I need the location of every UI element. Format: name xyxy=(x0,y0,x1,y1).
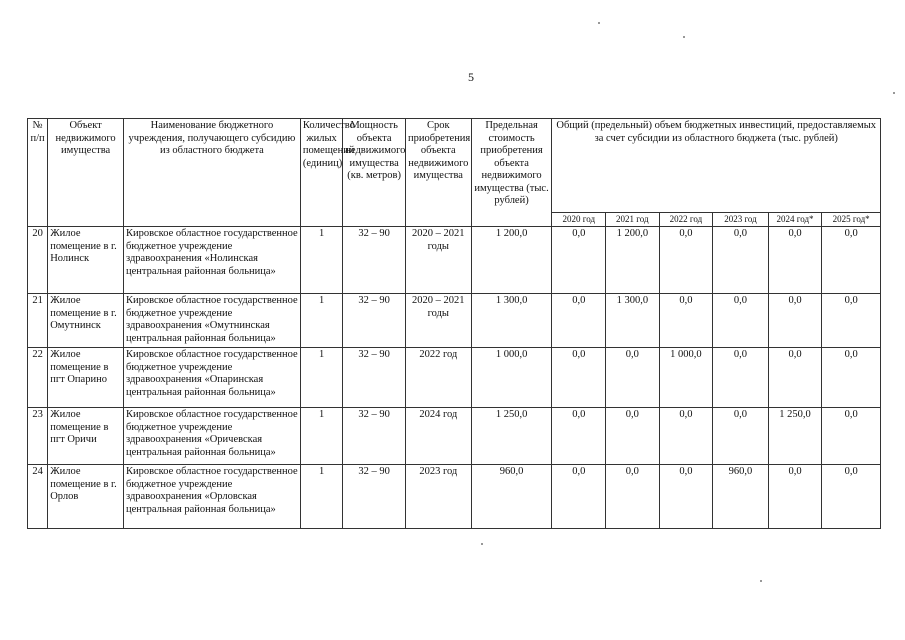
cell-cost: 1 300,0 xyxy=(471,294,552,348)
cell-quantity: 1 xyxy=(300,408,342,465)
cell-term: 2023 год xyxy=(405,465,471,529)
header-cost: Предельная стоимость приобретения объекта недвижимого имущества (тыс. рублей) xyxy=(471,119,552,227)
header-year: 2024 год* xyxy=(768,213,822,227)
header-object: Объект недвижимого имущества xyxy=(48,119,124,227)
cell-institution: Кировское областное государственное бюджетное учреждение здравоохранения «Оричевская центральная районная больница» xyxy=(124,408,301,465)
cell-year-value: 0,0 xyxy=(713,227,769,294)
cell-year-value: 0,0 xyxy=(768,348,822,408)
cell-year-value: 0,0 xyxy=(659,408,713,465)
cell-quantity: 1 xyxy=(300,348,342,408)
cell-year-value: 0,0 xyxy=(659,465,713,529)
cell-year-value: 1 300,0 xyxy=(606,294,660,348)
header-num: № п/п xyxy=(28,119,48,227)
cell-institution: Кировское областное государственное бюджетное учреждение здравоохранения «Орловская центральная районная больница» xyxy=(124,465,301,529)
cell-object: Жилое помещение в пгт Оричи xyxy=(48,408,124,465)
cell-year-value: 0,0 xyxy=(822,408,881,465)
cell-capacity: 32 – 90 xyxy=(343,348,406,408)
cell-year-value: 0,0 xyxy=(552,408,606,465)
table-row xyxy=(28,465,881,529)
header-year: 2022 год xyxy=(659,213,713,227)
cell-num: 21 xyxy=(28,294,48,348)
cell-year-value: 1 250,0 xyxy=(768,408,822,465)
scan-speck xyxy=(481,543,483,545)
cell-year-value: 1 000,0 xyxy=(659,348,713,408)
cell-year-value: 0,0 xyxy=(606,408,660,465)
header-capacity: Мощность объекта недвижимого имущества (кв. метров) xyxy=(343,119,406,227)
header-year: 2021 год xyxy=(606,213,660,227)
cell-year-value: 0,0 xyxy=(768,227,822,294)
cell-quantity: 1 xyxy=(300,294,342,348)
header-investment: Общий (предельный) объем бюджетных инвестиций, предоставляемых за счет субсидии из областного бюджета (тыс. рублей) xyxy=(552,119,881,213)
cell-num: 22 xyxy=(28,348,48,408)
cell-year-value: 0,0 xyxy=(768,294,822,348)
header-term: Срок приобретения объекта недвижимого имущества xyxy=(405,119,471,227)
cell-year-value: 0,0 xyxy=(822,465,881,529)
cell-year-value: 0,0 xyxy=(659,294,713,348)
cell-cost: 1 250,0 xyxy=(471,408,552,465)
cell-year-value: 0,0 xyxy=(822,294,881,348)
cell-year-value: 0,0 xyxy=(552,294,606,348)
cell-year-value: 0,0 xyxy=(552,465,606,529)
scan-speck xyxy=(598,22,600,24)
cell-year-value: 0,0 xyxy=(713,294,769,348)
cell-year-value: 0,0 xyxy=(713,348,769,408)
scan-speck xyxy=(683,36,685,38)
cell-capacity: 32 – 90 xyxy=(343,294,406,348)
cell-year-value: 0,0 xyxy=(606,348,660,408)
cell-term: 2022 год xyxy=(405,348,471,408)
cell-object: Жилое помещение в пгт Опарино xyxy=(48,348,124,408)
header-quantity: Количество жилых помещений (единиц) xyxy=(300,119,342,227)
cell-year-value: 0,0 xyxy=(606,465,660,529)
table-row xyxy=(28,227,881,294)
investment-table xyxy=(27,118,881,529)
cell-object: Жилое помещение в г. Орлов xyxy=(48,465,124,529)
table-row xyxy=(28,408,881,465)
cell-institution: Кировское областное государственное бюджетное учреждение здравоохранения «Опаринская центральная районная больница» xyxy=(124,348,301,408)
cell-num: 20 xyxy=(28,227,48,294)
cell-term: 2024 год xyxy=(405,408,471,465)
cell-year-value: 0,0 xyxy=(552,227,606,294)
cell-num: 23 xyxy=(28,408,48,465)
cell-institution: Кировское областное государственное бюджетное учреждение здравоохранения «Омутнинская центральная районная больница» xyxy=(124,294,301,348)
cell-num: 24 xyxy=(28,465,48,529)
cell-year-value: 0,0 xyxy=(659,227,713,294)
header-year: 2025 год* xyxy=(822,213,881,227)
header-institution: Наименование бюджетного учреждения, получающего субсидию из областного бюджета xyxy=(124,119,301,227)
cell-capacity: 32 – 90 xyxy=(343,408,406,465)
table-row xyxy=(28,294,881,348)
cell-cost: 1 200,0 xyxy=(471,227,552,294)
scan-speck xyxy=(760,580,762,582)
cell-object: Жилое помещение в г. Омутнинск xyxy=(48,294,124,348)
cell-quantity: 1 xyxy=(300,465,342,529)
cell-object: Жилое помещение в г. Нолинск xyxy=(48,227,124,294)
cell-year-value: 0,0 xyxy=(822,227,881,294)
cell-term: 2020 – 2021 годы xyxy=(405,294,471,348)
cell-capacity: 32 – 90 xyxy=(343,465,406,529)
cell-institution: Кировское областное государственное бюджетное учреждение здравоохранения «Нолинская центральная районная больница» xyxy=(124,227,301,294)
header-year: 2020 год xyxy=(552,213,606,227)
cell-cost: 960,0 xyxy=(471,465,552,529)
cell-year-value: 0,0 xyxy=(822,348,881,408)
cell-year-value: 0,0 xyxy=(768,465,822,529)
header-year: 2023 год xyxy=(713,213,769,227)
cell-quantity: 1 xyxy=(300,227,342,294)
cell-year-value: 1 200,0 xyxy=(606,227,660,294)
cell-capacity: 32 – 90 xyxy=(343,227,406,294)
cell-year-value: 0,0 xyxy=(552,348,606,408)
scan-speck xyxy=(893,92,895,94)
cell-year-value: 0,0 xyxy=(713,408,769,465)
table-row xyxy=(28,348,881,408)
page-number: 5 xyxy=(468,70,474,84)
cell-term: 2020 – 2021 годы xyxy=(405,227,471,294)
cell-cost: 1 000,0 xyxy=(471,348,552,408)
cell-year-value: 960,0 xyxy=(713,465,769,529)
